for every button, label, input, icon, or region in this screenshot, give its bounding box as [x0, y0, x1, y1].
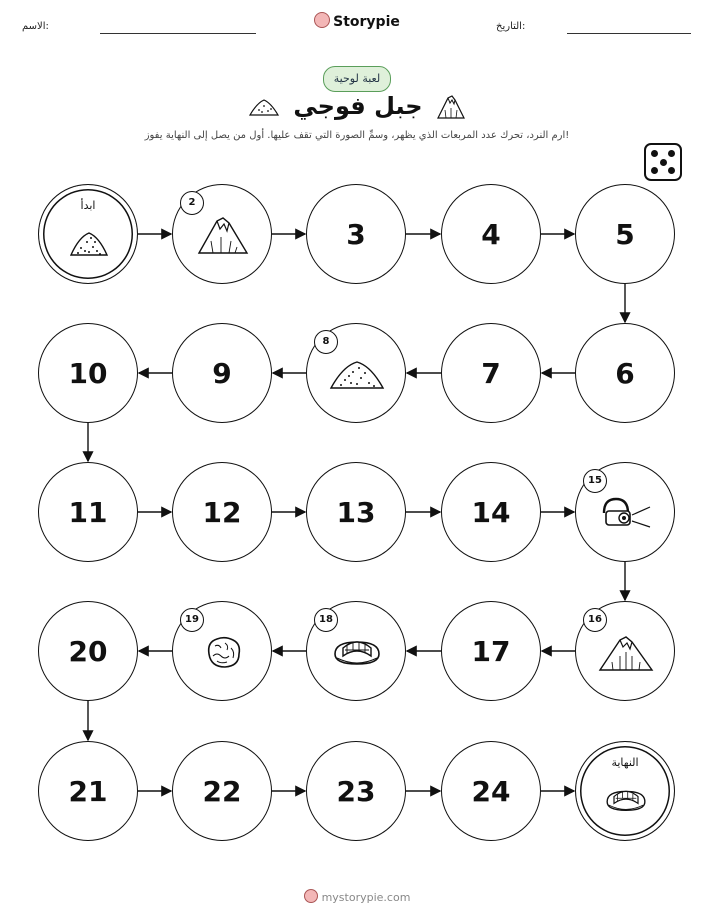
headlamp-icon — [600, 495, 654, 531]
name-label: الاسم: — [22, 21, 49, 32]
sand-pile-icon — [69, 223, 109, 263]
game-type-badge: لعبة لوحية — [323, 66, 391, 92]
instructions: ارم النرد، تحرك عدد المربعات الذي يظهر، وسمِّ الصورة التي تقف عليها. أول من يصل إلى النهاية يفوز! — [144, 130, 570, 141]
board-square-end — [575, 741, 675, 841]
square-number-badge: 16 — [583, 608, 607, 632]
board-square-23: 23 — [306, 741, 406, 841]
board-square-4: 4 — [441, 184, 541, 284]
sand-pile-icon — [329, 354, 385, 394]
mountain-icon — [598, 632, 654, 674]
rock-icon — [203, 634, 243, 670]
board-square-21: 21 — [38, 741, 138, 841]
square-number-badge: 18 — [314, 608, 338, 632]
board-square-22: 22 — [172, 741, 272, 841]
board-square-7: 7 — [441, 323, 541, 423]
board-square-20: 20 — [38, 601, 138, 701]
sandal-icon — [602, 782, 650, 818]
mountain-icon — [197, 213, 249, 257]
board-square-12: 12 — [172, 462, 272, 562]
board-square-start — [38, 184, 138, 284]
date-label: التاريخ: — [496, 21, 526, 32]
end-label: النهاية — [611, 756, 639, 769]
title-text: جبل فوجي — [293, 92, 423, 120]
brand-name: Storypie — [333, 14, 400, 30]
square-number-badge: 2 — [180, 191, 204, 215]
board-square-6: 6 — [575, 323, 675, 423]
square-number-badge: 19 — [180, 608, 204, 632]
square-number-badge: 15 — [583, 469, 607, 493]
start-label: ابدأ — [80, 199, 96, 212]
board-square-13: 13 — [306, 462, 406, 562]
footer-brand — [0, 889, 714, 904]
board-square-11: 11 — [38, 462, 138, 562]
footer-url[interactable]: mystorypie.com — [321, 891, 411, 904]
square-number-badge: 8 — [314, 330, 338, 354]
board-square-5: 5 — [575, 184, 675, 284]
board-square-17: 17 — [441, 601, 541, 701]
board-square-3: 3 — [306, 184, 406, 284]
storypie-logo-icon — [304, 889, 318, 903]
sandal-icon — [329, 632, 385, 672]
board-square-9: 9 — [172, 323, 272, 423]
board-square-10: 10 — [38, 323, 138, 423]
board-square-14: 14 — [441, 462, 541, 562]
board-square-24: 24 — [441, 741, 541, 841]
